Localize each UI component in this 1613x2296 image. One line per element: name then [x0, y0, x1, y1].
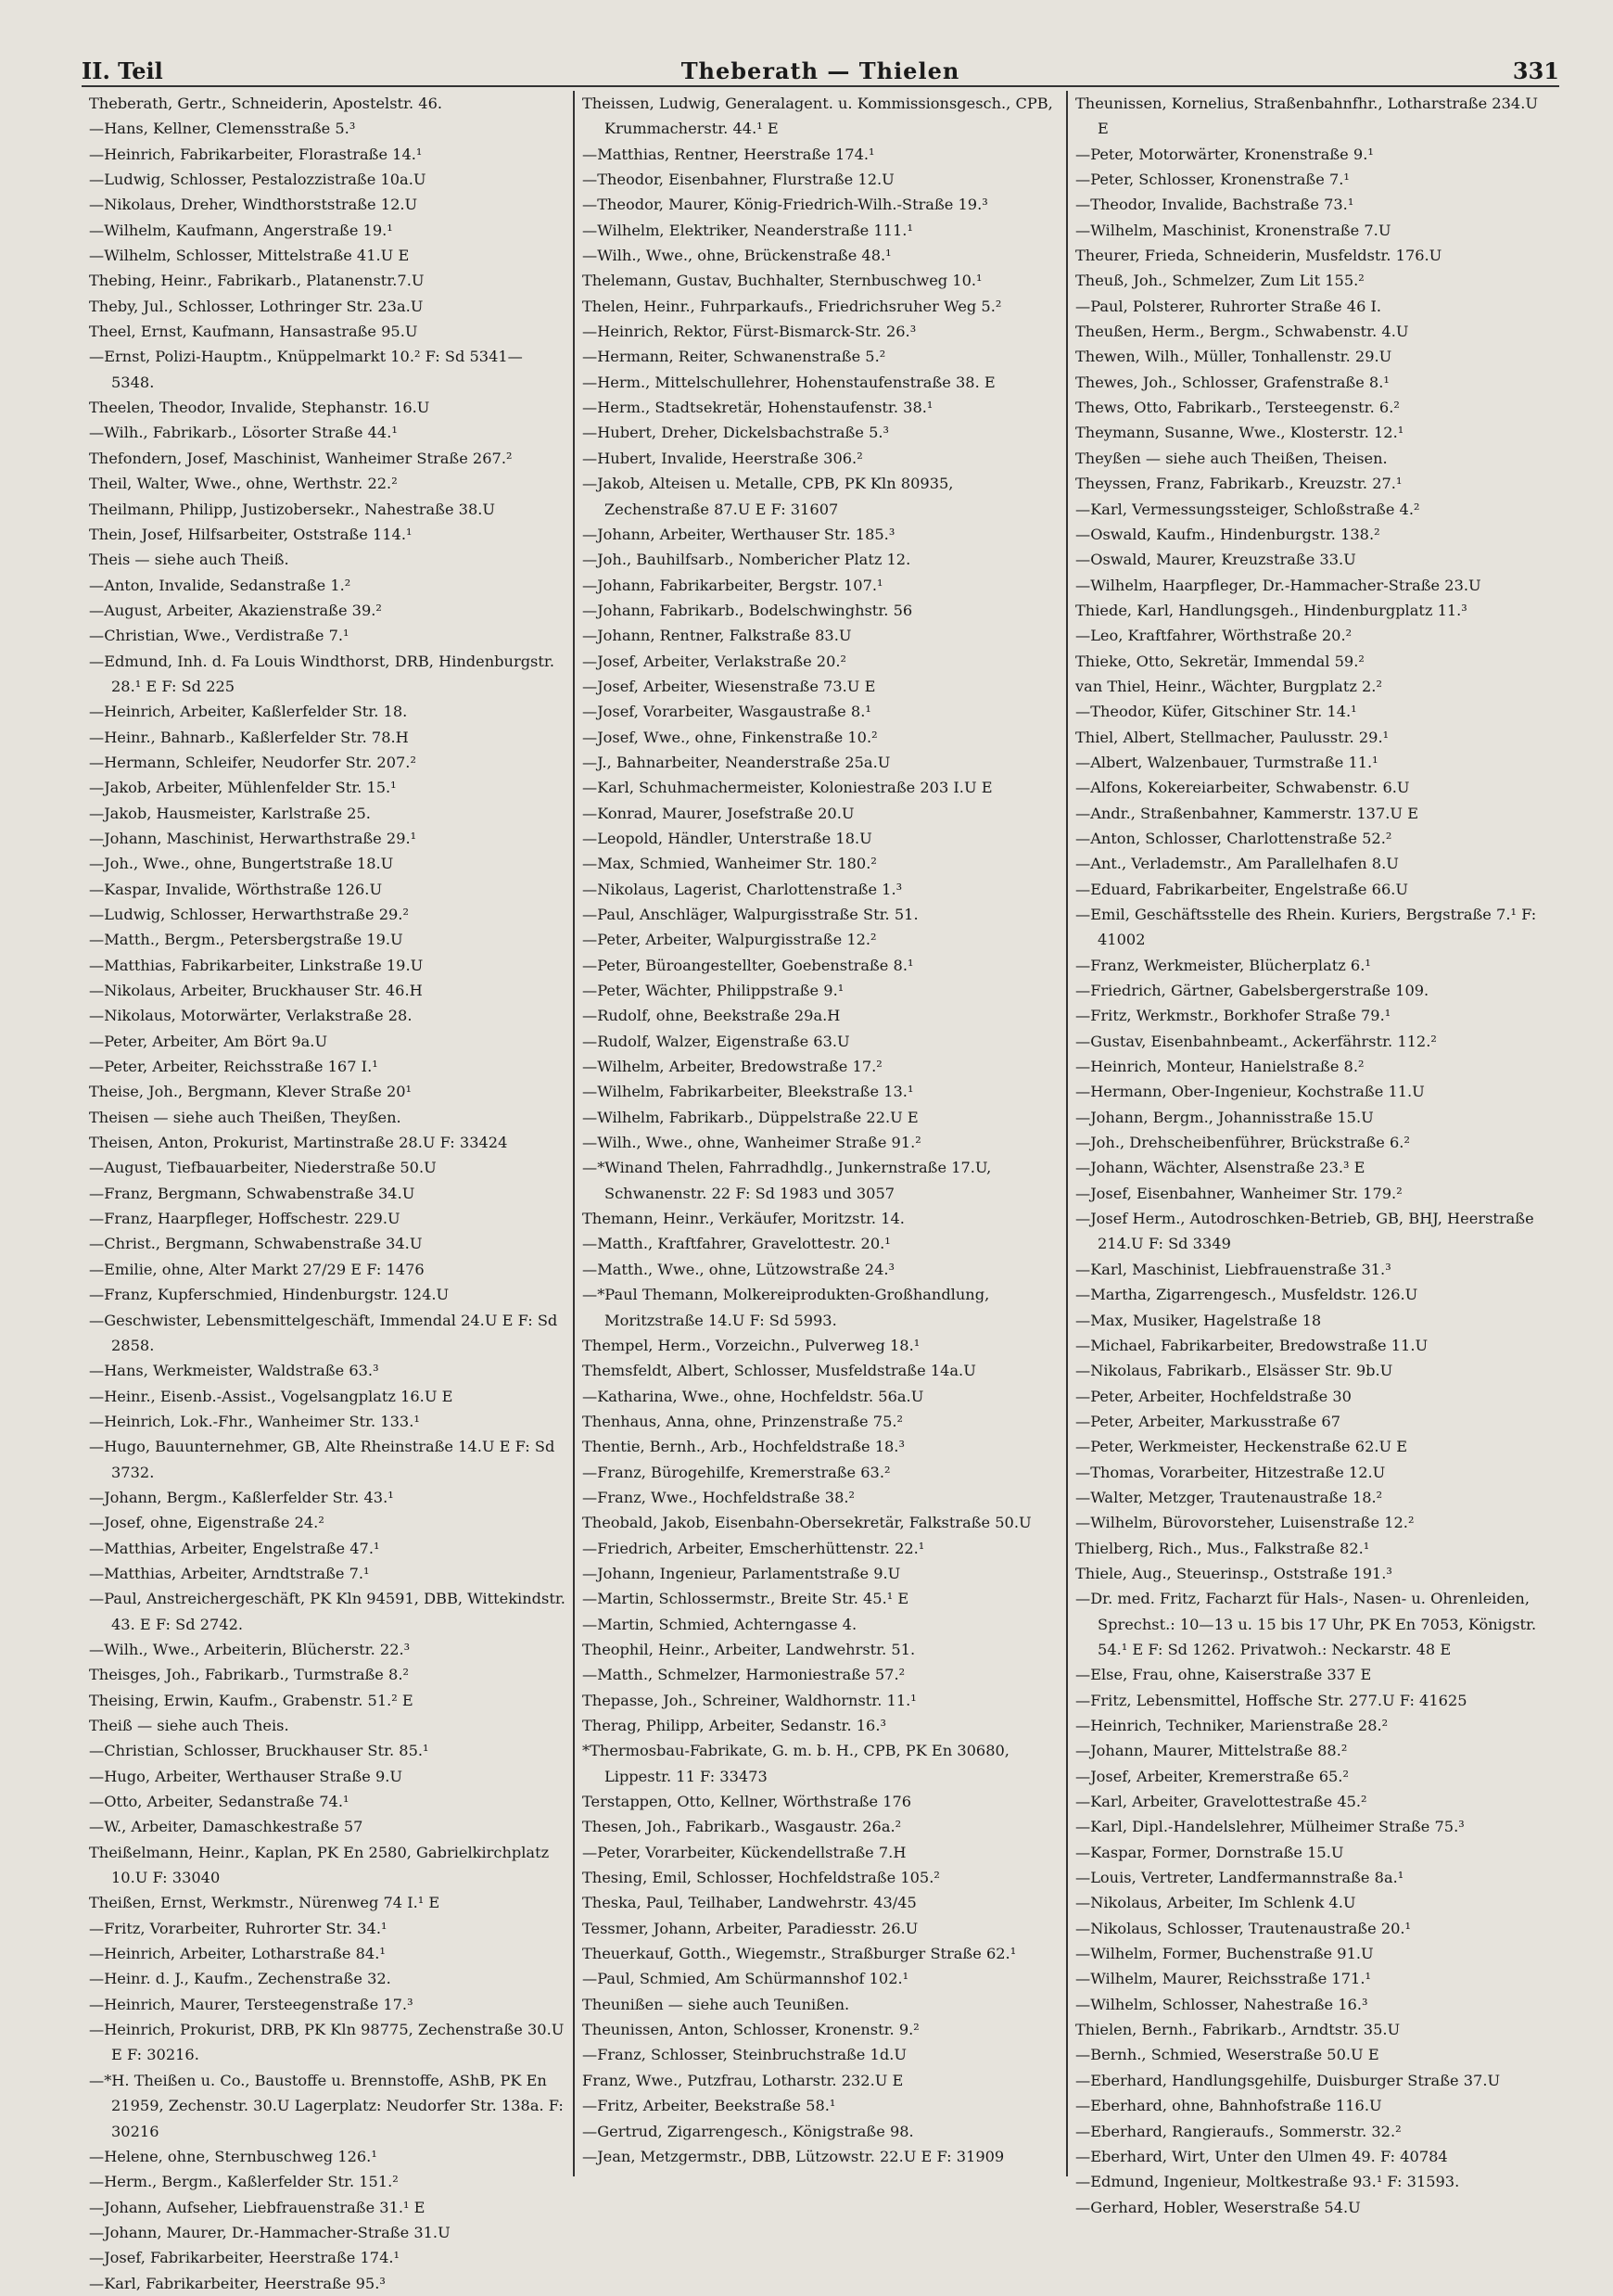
- directory-entry: —Josef, Fabrikarbeiter, Heerstraße 174.¹: [89, 2249, 400, 2267]
- directory-entry: —Johann, Fabrikarbeiter, Bergstr. 107.¹: [582, 576, 883, 594]
- directory-entry: —Hubert, Invalide, Heerstraße 306.²: [582, 449, 863, 467]
- directory-entry: —Ludwig, Schlosser, Herwarthstraße 29.²: [89, 906, 409, 923]
- directory-entry: —Johann, Ingenieur, Parlamentstraße 9.U: [582, 1564, 901, 1582]
- page-number: 331: [1512, 57, 1559, 84]
- directory-entry: —Josef Herm., Autodroschken-Betrieb, GB, BHJ, Heerstraße 214.U F: Sd 3349: [1075, 1210, 1534, 1253]
- directory-entry: Theis — siehe auch Theiß.: [89, 551, 289, 569]
- directory-entry: Theyssen, Franz, Fabrikarb., Kreuzstr. 27.¹: [1075, 475, 1403, 493]
- directory-entry: —Peter, Arbeiter, Reichsstraße 167 I.¹: [89, 1058, 378, 1076]
- directory-entry: Thenhaus, Anna, ohne, Prinzenstraße 75.²: [582, 1412, 904, 1430]
- directory-entry: —Louis, Vertreter, Landfermannstraße 8a.¹: [1075, 1869, 1404, 1887]
- directory-entry: —Rudolf, ohne, Beekstraße 29a.H: [582, 1007, 841, 1025]
- directory-entry: —Franz, Bergmann, Schwabenstraße 34.U: [89, 1184, 415, 1202]
- directory-entry: —Karl, Dipl.-Handelslehrer, Mülheimer Straße 75.³: [1075, 1818, 1465, 1836]
- directory-entry: —Nikolaus, Motorwärter, Verlakstraße 28.: [89, 1007, 413, 1025]
- directory-entry: *Thermosbau-Fabrikate, G. m. b. H., CPB, PK En 30680, Lippestr. 11 F: 33473: [582, 1742, 1010, 1785]
- directory-entry: —Hermann, Reiter, Schwanenstraße 5.²: [582, 348, 886, 366]
- directory-entry: —Fritz, Lebensmittel, Hoffsche Str. 277.U F: 41625: [1075, 1691, 1467, 1709]
- directory-entry: Theel, Ernst, Kaufmann, Hansastraße 95.U: [89, 323, 418, 341]
- directory-entry: —Peter, Vorarbeiter, Kückendellstraße 7.H: [582, 1843, 907, 1861]
- directory-entry: —Oswald, Maurer, Kreuzstraße 33.U: [1075, 551, 1356, 569]
- directory-entry: —Fritz, Werkmstr., Borkhofer Straße 79.¹: [1075, 1007, 1391, 1025]
- directory-entry: —Eberhard, Wirt, Unter den Ulmen 49. F: 40784: [1075, 2147, 1448, 2165]
- directory-entry: —W., Arbeiter, Damaschkestraße 57: [89, 1818, 363, 1836]
- directory-entry: van Thiel, Heinr., Wächter, Burgplatz 2.²: [1075, 677, 1382, 695]
- directory-entry: —Josef, Vorarbeiter, Wasgaustraße 8.¹: [582, 703, 871, 721]
- directory-entry: —Martin, Schmied, Achterngasse 4.: [582, 1615, 857, 1633]
- directory-entry: —Wilhelm, Kaufmann, Angerstraße 19.¹: [89, 221, 393, 239]
- directory-entry: —Johann, Bergm., Kaßlerfelder Str. 43.¹: [89, 1488, 394, 1506]
- directory-entry: Theunissen, Anton, Schlosser, Kronenstr. 9.²: [582, 2021, 920, 2039]
- directory-entry: Themsfeldt, Albert, Schlosser, Musfeldstraße 14a.U: [582, 1362, 976, 1380]
- directory-entry: Thielberg, Rich., Mus., Falkstraße 82.¹: [1075, 1539, 1370, 1557]
- directory-entry: —Josef, Arbeiter, Wiesenstraße 73.U E: [582, 677, 876, 695]
- directory-entry: —Johann, Fabrikarb., Bodelschwinghstr. 56: [582, 601, 913, 619]
- directory-entry: —J., Bahnarbeiter, Neanderstraße 25a.U: [582, 753, 891, 771]
- directory-entry: Tessmer, Johann, Arbeiter, Paradiesstr. 26.U: [582, 1919, 919, 1937]
- directory-entry: —*Paul Themann, Molkereiprodukten-Großhandlung, Moritzstraße 14.U F: Sd 5993.: [582, 1286, 990, 1329]
- directory-entry: —Wilhelm, Fabrikarb., Düppelstraße 22.U E: [582, 1108, 919, 1126]
- directory-entry: —Johann, Wächter, Alsenstraße 23.³ E: [1075, 1159, 1365, 1177]
- directory-entry: —Josef, ohne, Eigenstraße 24.²: [89, 1514, 324, 1532]
- directory-entry: —Jakob, Hausmeister, Karlstraße 25.: [89, 804, 371, 822]
- directory-entry: —Friedrich, Gärtner, Gabelsbergerstraße 109.: [1075, 982, 1429, 1000]
- directory-entry: —Johann, Maurer, Mittelstraße 88.²: [1075, 1742, 1348, 1760]
- columns: [82, 91, 1559, 2292]
- directory-entry: —Eberhard, Rangieraufs., Sommerstr. 32.²: [1075, 2122, 1402, 2140]
- directory-entry: —Else, Frau, ohne, Kaiserstraße 337 E: [1075, 1666, 1372, 1684]
- directory-entry: Terstappen, Otto, Kellner, Wörthstraße 176: [582, 1793, 912, 1811]
- directory-entry: —Joh., Drehscheibenführer, Brückstraße 6.²: [1075, 1134, 1410, 1152]
- directory-entry: —Michael, Fabrikarbeiter, Bredowstraße 11.U: [1075, 1336, 1429, 1354]
- column-2: [573, 91, 1066, 2176]
- directory-entry: —Jakob, Alteisen u. Metalle, CPB, PK Kln 80935, Zechenstraße 87.U E F: 31607: [582, 475, 954, 518]
- directory-entry: —Heinrich, Monteur, Hanielstraße 8.²: [1075, 1058, 1365, 1076]
- directory-entry: —Johann, Aufseher, Liebfrauenstraße 31.¹ E: [89, 2198, 425, 2216]
- directory-entry: —Josef, Eisenbahner, Wanheimer Str. 179.²: [1075, 1184, 1403, 1202]
- directory-entry: Thelen, Heinr., Fuhrparkaufs., Friedrichsruher Weg 5.²: [582, 297, 1002, 315]
- directory-entry: —Joh., Wwe., ohne, Bungertstraße 18.U: [89, 855, 394, 873]
- directory-entry: —Heinrich, Prokurist, DRB, PK Kln 98775, Zechenstraße 30.U E F: 30216.: [89, 2021, 565, 2064]
- directory-entry: Therag, Philipp, Arbeiter, Sedanstr. 16.³: [582, 1717, 886, 1734]
- directory-entry: —Nikolaus, Fabrikarb., Elsässer Str. 9b.U: [1075, 1362, 1393, 1380]
- header-rule: [82, 85, 1559, 87]
- column-3: [1066, 91, 1559, 2216]
- directory-entry: —Hans, Kellner, Clemensstraße 5.³: [89, 120, 356, 138]
- directory-entry: Theil, Walter, Wwe., ohne, Werthstr. 22.²: [89, 475, 398, 493]
- directory-entry: —Wilh., Wwe., ohne, Brückenstraße 48.¹: [582, 247, 892, 265]
- directory-entry: —Nikolaus, Schlosser, Trautenaustraße 20.¹: [1075, 1919, 1412, 1937]
- directory-entry: Theilmann, Philipp, Justizobersekr., Nahestraße 38.U: [89, 500, 496, 518]
- directory-entry: —Heinrich, Lok.-Fhr., Wanheimer Str. 133.¹: [89, 1412, 420, 1430]
- directory-entry: —Kaspar, Former, Dornstraße 15.U: [1075, 1843, 1344, 1861]
- directory-entry: —Heinrich, Rektor, Fürst-Bismarck-Str. 26.³: [582, 323, 917, 341]
- page-header: [82, 57, 1559, 85]
- directory-entry: Theißen, Ernst, Werkmstr., Nürenweg 74 I.¹ E: [89, 1894, 440, 1912]
- directory-entry: Thiede, Karl, Handlungsgeh., Hindenburgplatz 11.³: [1075, 601, 1467, 619]
- directory-entry: —Oswald, Kaufm., Hindenburgstr. 138.²: [1075, 525, 1380, 543]
- directory-entry: —Theodor, Invalide, Bachstraße 73.¹: [1075, 196, 1354, 214]
- directory-entry: —Theodor, Maurer, König-Friedrich-Wilh.-Straße 19.³: [582, 196, 988, 214]
- directory-entry: Thiele, Aug., Steuerinsp., Oststraße 191.³: [1075, 1564, 1392, 1582]
- directory-entry: —Jean, Metzgermstr., DBB, Lützowstr. 22.U E F: 31909: [582, 2147, 1005, 2165]
- directory-entry: Thewes, Joh., Schlosser, Grafenstraße 8.¹: [1075, 373, 1390, 391]
- directory-entry: —Walter, Metzger, Trautenaustraße 18.²: [1075, 1488, 1383, 1506]
- directory-entry: —Max, Schmied, Wanheimer Str. 180.²: [582, 855, 877, 873]
- directory-entry: Theisges, Joh., Fabrikarb., Turmstraße 8.²: [89, 1666, 409, 1684]
- directory-entry: —Matthias, Arbeiter, Engelstraße 47.¹: [89, 1539, 380, 1557]
- directory-entry: —Johann, Bergm., Johannisstraße 15.U: [1075, 1108, 1374, 1126]
- directory-entry: —Herm., Mittelschullehrer, Hohenstaufenstraße 38. E: [582, 373, 996, 391]
- directory-entry: Theelen, Theodor, Invalide, Stephanstr. 16.U: [89, 399, 430, 417]
- directory-entry: Theißelmann, Heinr., Kaplan, PK En 2580, Gabrielkirchplatz 10.U F: 33040: [89, 1843, 550, 1887]
- directory-entry: Thesing, Emil, Schlosser, Hochfeldstraße 105.²: [582, 1869, 940, 1887]
- directory-entry: Thefondern, Josef, Maschinist, Wanheimer Straße 267.²: [89, 449, 513, 467]
- directory-entry: —Gerhard, Hobler, Weserstraße 54.U: [1075, 2198, 1361, 2216]
- directory-entry: —Peter, Arbeiter, Markusstraße 67: [1075, 1412, 1340, 1430]
- directory-entry: —Jakob, Arbeiter, Mühlenfelder Str. 15.¹: [89, 779, 397, 797]
- directory-entry: —Peter, Wächter, Philippstraße 9.¹: [582, 982, 845, 1000]
- directory-entry: —Heinrich, Techniker, Marienstraße 28.²: [1075, 1717, 1389, 1734]
- directory-entry: Theiß — siehe auch Theis.: [89, 1717, 289, 1734]
- directory-entry: —Heinr., Bahnarb., Kaßlerfelder Str. 78.H: [89, 728, 409, 746]
- directory-entry: —Christ., Bergmann, Schwabenstraße 34.U: [89, 1235, 423, 1253]
- directory-entry: —Wilhelm, Schlosser, Nahestraße 16.³: [1075, 1995, 1368, 2013]
- directory-entry: —Heinrich, Fabrikarbeiter, Florastraße 14.¹: [89, 145, 423, 163]
- directory-entry: Thews, Otto, Fabrikarb., Tersteegenstr. 6.²: [1075, 399, 1400, 417]
- directory-entry: —Franz, Schlosser, Steinbruchstraße 1d.U: [582, 2046, 907, 2064]
- directory-entry: —Emil, Geschäftsstelle des Rhein. Kuriers, Bergstraße 7.¹ F: 41002: [1075, 906, 1537, 949]
- directory-entry: Thentie, Bernh., Arb., Hochfeldstraße 18.³: [582, 1438, 905, 1456]
- directory-entry: —Franz, Haarpfleger, Hoffschestr. 229.U: [89, 1210, 400, 1228]
- directory-entry: —August, Tiefbauarbeiter, Niederstraße 50.U: [89, 1159, 437, 1177]
- directory-entry: Thepasse, Joh., Schreiner, Waldhornstr. 11.¹: [582, 1691, 917, 1709]
- directory-entry: —Theodor, Eisenbahner, Flurstraße 12.U: [582, 171, 895, 189]
- directory-entry: —Eberhard, Handlungsgehilfe, Duisburger Straße 37.U: [1075, 2071, 1501, 2089]
- directory-entry: —Matthias, Arbeiter, Arndtstraße 7.¹: [89, 1564, 370, 1582]
- directory-entry: —Wilhelm, Haarpfleger, Dr.-Hammacher-Straße 23.U: [1075, 576, 1481, 594]
- directory-entry: —Karl, Vermessungssteiger, Schloßstraße 4.²: [1075, 500, 1420, 518]
- directory-entry: Thiel, Albert, Stellmacher, Paulusstr. 29.¹: [1075, 728, 1390, 746]
- directory-entry: Theberath, Gertr., Schneiderin, Apostelstr. 46.: [89, 95, 443, 112]
- directory-entry: —Heinrich, Maurer, Tersteegenstraße 17.³: [89, 1995, 413, 2013]
- directory-entry: —Bernh., Schmied, Weserstraße 50.U E: [1075, 2046, 1379, 2064]
- directory-entry: —Wilh., Fabrikarb., Lösorter Straße 44.¹: [89, 424, 398, 442]
- directory-entry: —Matth., Bergm., Petersbergstraße 19.U: [89, 931, 403, 949]
- directory-entry: —Hermann, Ober-Ingenieur, Kochstraße 11.U: [1075, 1083, 1425, 1101]
- directory-entry: —Alfons, Kokereiarbeiter, Schwabenstr. 6.U: [1075, 779, 1410, 797]
- directory-entry: —Peter, Büroangestellter, Goebenstraße 8.¹: [582, 956, 914, 974]
- directory-entry: —Peter, Arbeiter, Am Bört 9a.U: [89, 1032, 328, 1050]
- directory-entry: —Franz, Werkmeister, Blücherplatz 6.¹: [1075, 956, 1371, 974]
- directory-entry: —Hermann, Schleifer, Neudorfer Str. 207.²: [89, 753, 416, 771]
- directory-entry: —Joh., Bauhilfsarb., Nombericher Platz 12.: [582, 551, 911, 569]
- directory-entry: Themann, Heinr., Verkäufer, Moritzstr. 14.: [582, 1210, 905, 1228]
- directory-entry: —*H. Theißen u. Co., Baustoffe u. Brennstoffe, AShB, PK En 21959, Zechenstr. 30.U Lagerplatz: Neudorfer Str. 138a. F: 30216: [89, 2071, 564, 2140]
- directory-entry: —Albert, Walzenbauer, Turmstraße 11.¹: [1075, 753, 1378, 771]
- directory-entry: Thelemann, Gustav, Buchhalter, Sternbuschweg 10.¹: [582, 272, 983, 290]
- directory-entry: —Peter, Schlosser, Kronenstraße 7.¹: [1075, 171, 1350, 189]
- directory-entry: —Matth., Schmelzer, Harmoniestraße 57.²: [582, 1666, 906, 1684]
- directory-entry: —Peter, Motorwärter, Kronenstraße 9.¹: [1075, 145, 1374, 163]
- directory-entry: —Wilhelm, Maschinist, Kronenstraße 7.U: [1075, 221, 1391, 239]
- directory-entry: —Paul, Anstreichergeschäft, PK Kln 94591, DBB, Wittekindstr. 43. E F: Sd 2742.: [89, 1590, 565, 1633]
- directory-entry: Thein, Josef, Hilfsarbeiter, Oststraße 114.¹: [89, 525, 413, 543]
- directory-entry: Thempel, Herm., Vorzeichn., Pulverweg 18.¹: [582, 1336, 921, 1354]
- directory-entry: Theobald, Jakob, Eisenbahn-Obersekretär, Falkstraße 50.U: [582, 1514, 1032, 1532]
- directory-entry: —Matth., Wwe., ohne, Lützowstraße 24.³: [582, 1260, 895, 1278]
- directory-entry: —Andr., Straßenbahner, Kammerstr. 137.U E: [1075, 804, 1419, 822]
- directory-entry: —Christian, Schlosser, Bruckhauser Str. 85.¹: [89, 1742, 429, 1760]
- directory-entry: —Friedrich, Arbeiter, Emscherhüttenstr. 22.¹: [582, 1539, 925, 1557]
- directory-entry: —Wilhelm, Arbeiter, Bredowstraße 17.²: [582, 1058, 883, 1076]
- directory-entry: —Paul, Schmied, Am Schürmannshof 102.¹: [582, 1970, 909, 1988]
- directory-entry: —Rudolf, Walzer, Eigenstraße 63.U: [582, 1032, 850, 1050]
- directory-entry: Thieke, Otto, Sekretär, Immendal 59.²: [1075, 652, 1365, 670]
- directory-entry: —Max, Musiker, Hagelstraße 18: [1075, 1311, 1322, 1329]
- directory-entry: —Josef, Wwe., ohne, Finkenstraße 10.²: [582, 728, 878, 746]
- directory-entry: —Nikolaus, Arbeiter, Im Schlenk 4.U: [1075, 1894, 1356, 1912]
- directory-entry: —Wilh., Wwe., Arbeiterin, Blücherstr. 22.³: [89, 1640, 411, 1658]
- directory-entry: Theising, Erwin, Kaufm., Grabenstr. 51.² E: [89, 1691, 413, 1709]
- directory-entry: Theise, Joh., Bergmann, Klever Straße 20¹: [89, 1083, 413, 1101]
- directory-entry: —Edmund, Inh. d. Fa Louis Windthorst, DRB, Hindenburgstr. 28.¹ E F: Sd 225: [89, 652, 554, 695]
- directory-entry: —Eduard, Fabrikarbeiter, Engelstraße 66.U: [1075, 880, 1409, 898]
- directory-entry: —Nikolaus, Lagerist, Charlottenstraße 1.³: [582, 880, 903, 898]
- directory-entry: —Hugo, Bauunternehmer, GB, Alte Rheinstraße 14.U E F: Sd 3732.: [89, 1438, 555, 1481]
- directory-entry: —Wilhelm, Maurer, Reichsstraße 171.¹: [1075, 1970, 1371, 1988]
- directory-entry: —Kaspar, Invalide, Wörthstraße 126.U: [89, 880, 383, 898]
- directory-entry: —Wilhelm, Former, Buchenstraße 91.U: [1075, 1945, 1374, 1963]
- directory-entry: —Martin, Schlossermstr., Breite Str. 45.¹ E: [582, 1590, 909, 1608]
- directory-entry: Thesen, Joh., Fabrikarb., Wasgaustr. 26a.²: [582, 1818, 902, 1836]
- directory-entry: Theissen, Ludwig, Generalagent. u. Kommissionsgesch., CPB, Krummacherstr. 44.¹ E: [582, 95, 1053, 138]
- directory-entry: —Konrad, Maurer, Josefstraße 20.U: [582, 804, 855, 822]
- directory-entry: —Thomas, Vorarbeiter, Hitzestraße 12.U: [1075, 1463, 1386, 1481]
- page-title: Theberath — Thielen: [680, 57, 960, 84]
- part-label: II. Teil: [82, 57, 163, 84]
- directory-entry: —Johann, Maurer, Dr.-Hammacher-Straße 31.U: [89, 2223, 451, 2241]
- directory-entry: Theuerkauf, Gotth., Wiegemstr., Straßburger Straße 62.¹: [582, 1945, 1017, 1963]
- directory-entry: Theisen — siehe auch Theißen, Theyßen.: [89, 1108, 401, 1126]
- directory-entry: —Anton, Schlosser, Charlottenstraße 52.²: [1075, 829, 1392, 847]
- directory-entry: —Helene, ohne, Sternbuschweg 126.¹: [89, 2147, 377, 2165]
- directory-entry: —Franz, Wwe., Hochfeldstraße 38.²: [582, 1488, 855, 1506]
- directory-entry: —Geschwister, Lebensmittelgeschäft, Immendal 24.U E F: Sd 2858.: [89, 1311, 558, 1354]
- directory-entry: —Peter, Werkmeister, Heckenstraße 62.U E: [1075, 1438, 1408, 1456]
- directory-entry: —Johann, Maschinist, Herwarthstraße 29.¹: [89, 829, 417, 847]
- directory-entry: —Leopold, Händler, Unterstraße 18.U: [582, 829, 872, 847]
- directory-entry: —Leo, Kraftfahrer, Wörthstraße 20.²: [1075, 627, 1353, 645]
- directory-entry: —Karl, Schuhmachermeister, Koloniestraße 203 I.U E: [582, 779, 993, 797]
- directory-entry: —Emilie, ohne, Alter Markt 27/29 E F: 1476: [89, 1260, 425, 1278]
- directory-entry: Theußen, Herm., Bergm., Schwabenstr. 4.U: [1075, 323, 1409, 341]
- directory-entry: —Wilhelm, Bürovorsteher, Luisenstraße 12.²: [1075, 1514, 1415, 1532]
- directory-entry: —Nikolaus, Arbeiter, Bruckhauser Str. 46.H: [89, 982, 423, 1000]
- directory-entry: —Ludwig, Schlosser, Pestalozzistraße 10a.U: [89, 171, 426, 189]
- directory-entry: —Franz, Bürogehilfe, Kremerstraße 63.²: [582, 1463, 891, 1481]
- directory-entry: —Herm., Stadtsekretär, Hohenstaufenstr. 38.¹: [582, 399, 934, 417]
- directory-entry: —Wilh., Wwe., ohne, Wanheimer Straße 91.²: [582, 1134, 921, 1152]
- directory-entry: —Matthias, Rentner, Heerstraße 174.¹: [582, 145, 875, 163]
- directory-entry: —August, Arbeiter, Akazienstraße 39.²: [89, 601, 382, 619]
- directory-entry: —Hugo, Arbeiter, Werthauser Straße 9.U: [89, 1767, 403, 1785]
- directory-entry: —Wilhelm, Fabrikarbeiter, Bleekstraße 13.¹: [582, 1083, 914, 1101]
- directory-entry: —Karl, Fabrikarbeiter, Heerstraße 95.³: [89, 2274, 386, 2292]
- directory-entry: —Theodor, Küfer, Gitschiner Str. 14.¹: [1075, 703, 1357, 721]
- directory-entry: Thebing, Heinr., Fabrikarb., Platanenstr.7.U: [89, 272, 425, 290]
- directory-entry: —Matthias, Fabrikarbeiter, Linkstraße 19.U: [89, 956, 424, 974]
- directory-entry: —Gertrud, Zigarrengesch., Königstraße 98.: [582, 2122, 914, 2140]
- directory-entry: —Martha, Zigarrengesch., Musfeldstr. 126.U: [1075, 1286, 1418, 1304]
- directory-entry: —Christian, Wwe., Verdistraße 7.¹: [89, 627, 349, 645]
- directory-entry: —Josef, Arbeiter, Kremerstraße 65.²: [1075, 1767, 1349, 1785]
- directory-entry: —Johann, Arbeiter, Werthauser Str. 185.³: [582, 525, 895, 543]
- directory-entry: —Johann, Rentner, Falkstraße 83.U: [582, 627, 852, 645]
- column-1: [82, 91, 573, 2292]
- directory-entry: Theymann, Susanne, Wwe., Klosterstr. 12.¹: [1075, 424, 1404, 442]
- directory-entry: —Wilhelm, Schlosser, Mittelstraße 41.U E: [89, 247, 410, 265]
- directory-entry: Theby, Jul., Schlosser, Lothringer Str. 23a.U: [89, 297, 424, 315]
- directory-entry: —Gustav, Eisenbahnbeamt., Ackerfährstr. 112.²: [1075, 1032, 1437, 1050]
- directory-entry: —Heinr. d. J., Kaufm., Zechenstraße 32.: [89, 1970, 391, 1988]
- directory-entry: —Heinrich, Arbeiter, Lotharstraße 84.¹: [89, 1945, 386, 1963]
- directory-entry: —Heinr., Eisenb.-Assist., Vogelsangplatz 16.U E: [89, 1387, 453, 1405]
- directory-entry: —Edmund, Ingenieur, Moltkestraße 93.¹ F: 31593.: [1075, 2173, 1460, 2191]
- directory-entry: Theophil, Heinr., Arbeiter, Landwehrstr. 51.: [582, 1640, 916, 1658]
- directory-entry: —Wilhelm, Elektriker, Neanderstraße 111.¹: [582, 221, 913, 239]
- directory-entry: —Heinrich, Arbeiter, Kaßlerfelder Str. 18.: [89, 703, 408, 721]
- directory-entry: Franz, Wwe., Putzfrau, Lotharstr. 232.U E: [582, 2071, 904, 2089]
- directory-entry: —Herm., Bergm., Kaßlerfelder Str. 151.²: [89, 2173, 399, 2191]
- directory-entry: Thielen, Bernh., Fabrikarb., Arndtstr. 35.U: [1075, 2021, 1401, 2039]
- directory-entry: —Eberhard, ohne, Bahnhofstraße 116.U: [1075, 2097, 1382, 2115]
- directory-entry: —Franz, Kupferschmied, Hindenburgstr. 124.U: [89, 1286, 450, 1304]
- directory-entry: Theska, Paul, Teilhaber, Landwehrstr. 43/45: [582, 1894, 917, 1912]
- directory-entry: —Hubert, Dreher, Dickelsbachstraße 5.³: [582, 424, 890, 442]
- directory-entry: Theuß, Joh., Schmelzer, Zum Lit 155.²: [1075, 272, 1365, 290]
- directory-entry: —Fritz, Vorarbeiter, Ruhrorter Str. 34.¹: [89, 1919, 387, 1937]
- directory-entry: —Paul, Anschläger, Walpurgisstraße Str. 51.: [582, 906, 919, 923]
- directory-entry: —Katharina, Wwe., ohne, Hochfeldstr. 56a.U: [582, 1387, 924, 1405]
- directory-entry: —Dr. med. Fritz, Facharzt für Hals-, Nasen- u. Ohrenleiden, Sprechst.: 10—13 u. 15 bis 17 Uhr, PK En 7053, Königstr. 54.¹ E F: Sd 1262. Privatwoh.: Neckarstr. 48 E: [1075, 1590, 1537, 1658]
- directory-entry: —Karl, Maschinist, Liebfrauenstraße 31.³: [1075, 1260, 1391, 1278]
- directory-entry: —Hans, Werkmeister, Waldstraße 63.³: [89, 1362, 379, 1380]
- directory-entry: Thewen, Wilh., Müller, Tonhallenstr. 29.U: [1075, 348, 1392, 366]
- directory-entry: —Peter, Arbeiter, Hochfeldstraße 30: [1075, 1387, 1352, 1405]
- directory-entry: Theunissen, Kornelius, Straßenbahnfhr., Lotharstraße 234.U E: [1075, 95, 1538, 138]
- directory-entry: —Fritz, Arbeiter, Beekstraße 58.¹: [582, 2097, 836, 2115]
- directory-entry: —Josef, Arbeiter, Verlakstraße 20.²: [582, 652, 847, 670]
- directory-entry: Theisen, Anton, Prokurist, Martinstraße 28.U F: 33424: [89, 1134, 508, 1152]
- directory-entry: —Ernst, Polizi-Hauptm., Knüppelmarkt 10.² F: Sd 5341—5348.: [89, 348, 523, 391]
- directory-entry: Theyßen — siehe auch Theißen, Theisen.: [1075, 449, 1388, 467]
- directory-entry: —Nikolaus, Dreher, Windthorststraße 12.U: [89, 196, 418, 214]
- directory-entry: —Matth., Kraftfahrer, Gravelottestr. 20.¹: [582, 1235, 891, 1253]
- directory-entry: —Peter, Arbeiter, Walpurgisstraße 12.²: [582, 931, 877, 949]
- directory-entry: —Paul, Polsterer, Ruhrorter Straße 46 I.: [1075, 297, 1382, 315]
- directory-entry: —*Winand Thelen, Fahrradhdlg., Junkernstraße 17.U, Schwanenstr. 22 F: Sd 1983 und 3057: [582, 1159, 992, 1202]
- directory-entry: Theurer, Frieda, Schneiderin, Musfeldstr. 176.U: [1075, 247, 1442, 265]
- directory-entry: —Ant., Verlademstr., Am Parallelhafen 8.U: [1075, 855, 1399, 873]
- directory-entry: —Karl, Arbeiter, Gravelottestraße 45.²: [1075, 1793, 1367, 1811]
- directory-entry: —Anton, Invalide, Sedanstraße 1.²: [89, 576, 351, 594]
- directory-entry: —Otto, Arbeiter, Sedanstraße 74.¹: [89, 1793, 349, 1811]
- directory-entry: Theunißen — siehe auch Teunißen.: [582, 1995, 850, 2013]
